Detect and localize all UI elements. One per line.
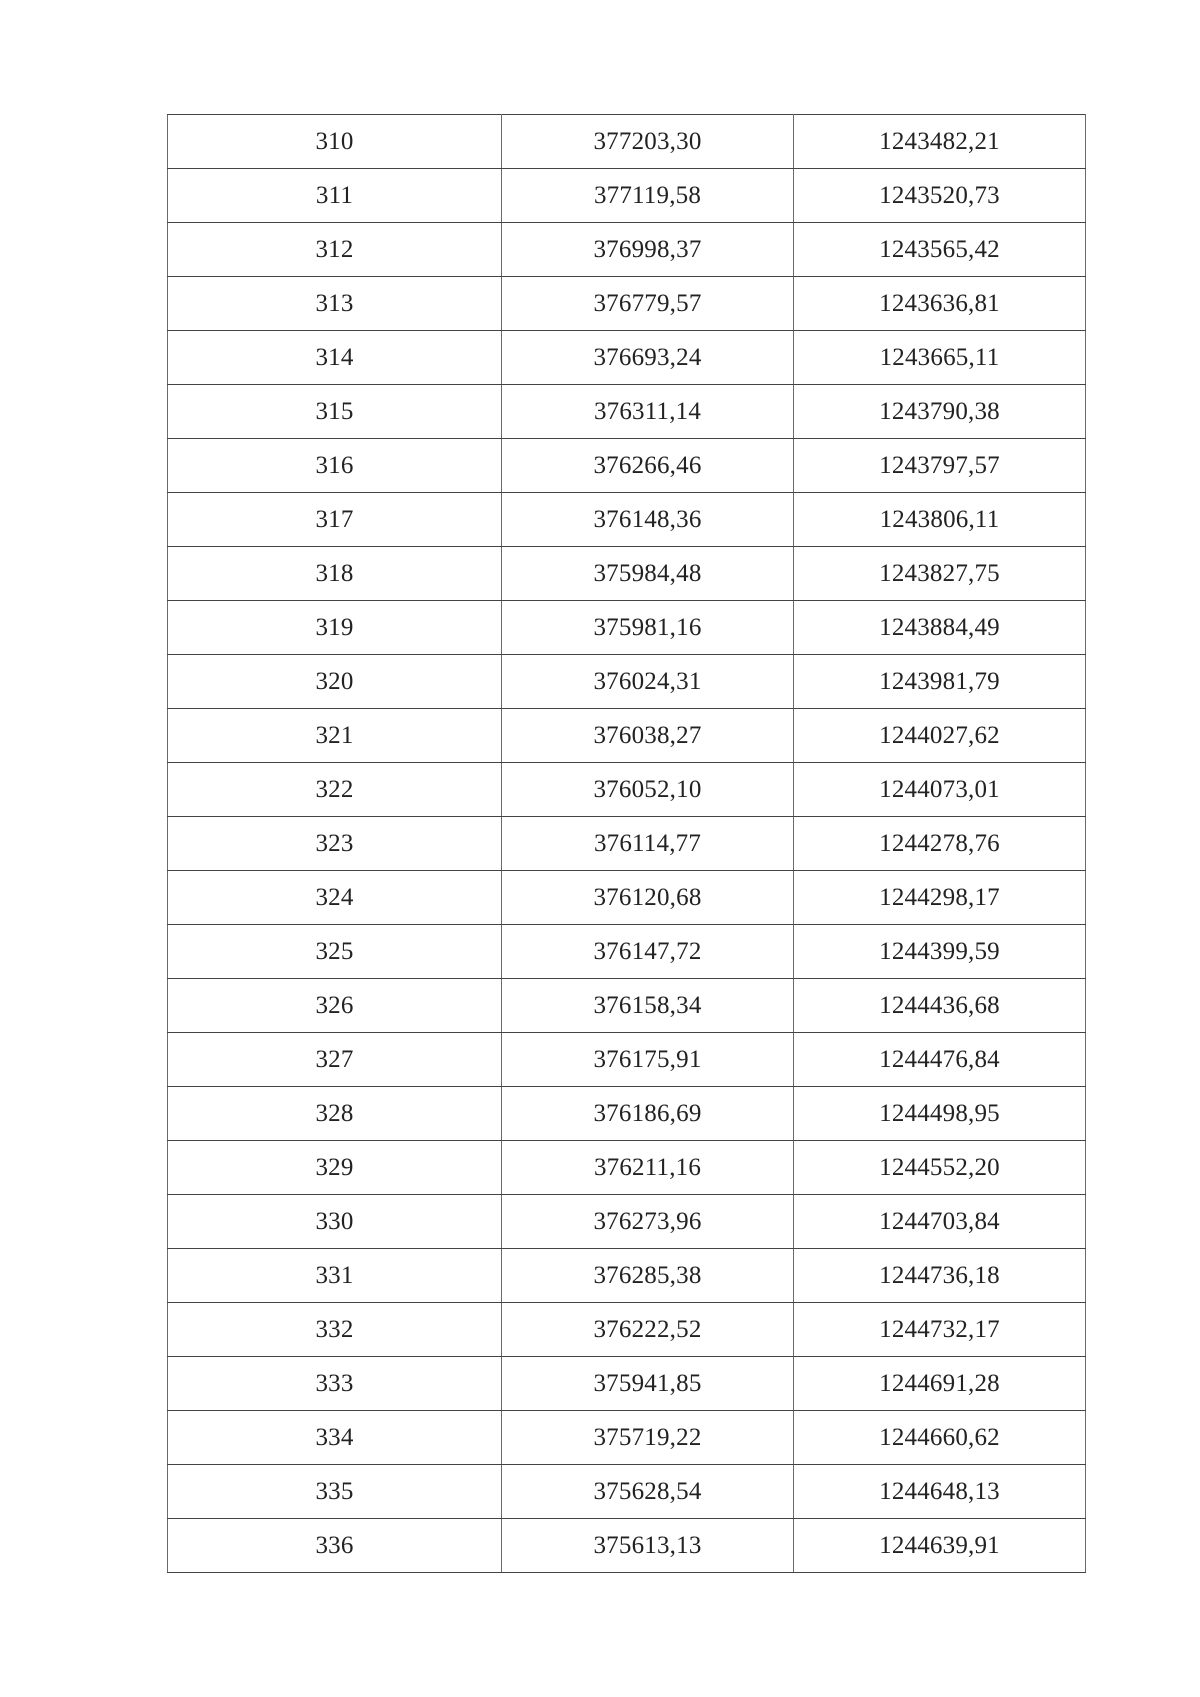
point-number-cell: 318 — [168, 547, 502, 601]
x-coordinate-cell: 376175,91 — [502, 1033, 794, 1087]
point-number-cell: 324 — [168, 871, 502, 925]
y-coordinate-cell: 1244639,91 — [794, 1519, 1086, 1573]
point-number-cell: 322 — [168, 763, 502, 817]
table-row — [168, 277, 1086, 331]
point-number-cell: 330 — [168, 1195, 502, 1249]
y-coordinate-cell: 1243884,49 — [794, 601, 1086, 655]
x-coordinate-cell: 377203,30 — [502, 115, 794, 169]
y-coordinate-cell: 1243790,38 — [794, 385, 1086, 439]
point-number-cell: 314 — [168, 331, 502, 385]
table-row — [168, 871, 1086, 925]
x-coordinate-cell: 376285,38 — [502, 1249, 794, 1303]
x-coordinate-cell: 376186,69 — [502, 1087, 794, 1141]
point-number-cell: 312 — [168, 223, 502, 277]
x-coordinate-cell: 375984,48 — [502, 547, 794, 601]
table-row — [168, 1249, 1086, 1303]
point-number-cell: 313 — [168, 277, 502, 331]
x-coordinate-cell: 375719,22 — [502, 1411, 794, 1465]
table-row — [168, 1465, 1086, 1519]
table-row — [168, 655, 1086, 709]
y-coordinate-cell: 1243520,73 — [794, 169, 1086, 223]
point-number-cell: 323 — [168, 817, 502, 871]
point-number-cell: 331 — [168, 1249, 502, 1303]
point-number-cell: 319 — [168, 601, 502, 655]
x-coordinate-cell: 376311,14 — [502, 385, 794, 439]
x-coordinate-cell: 375981,16 — [502, 601, 794, 655]
table-row — [168, 385, 1086, 439]
x-coordinate-cell: 377119,58 — [502, 169, 794, 223]
x-coordinate-cell: 376147,72 — [502, 925, 794, 979]
coordinates-table — [167, 114, 1086, 1573]
point-number-cell: 311 — [168, 169, 502, 223]
point-number-cell: 332 — [168, 1303, 502, 1357]
y-coordinate-cell: 1244436,68 — [794, 979, 1086, 1033]
y-coordinate-cell: 1244027,62 — [794, 709, 1086, 763]
y-coordinate-cell: 1243827,75 — [794, 547, 1086, 601]
table-row — [168, 1519, 1086, 1573]
x-coordinate-cell: 376273,96 — [502, 1195, 794, 1249]
y-coordinate-cell: 1243565,42 — [794, 223, 1086, 277]
y-coordinate-cell: 1244278,76 — [794, 817, 1086, 871]
table-row — [168, 763, 1086, 817]
table-row — [168, 979, 1086, 1033]
table-row — [168, 1087, 1086, 1141]
table-row — [168, 493, 1086, 547]
table-row — [168, 547, 1086, 601]
x-coordinate-cell: 376998,37 — [502, 223, 794, 277]
point-number-cell: 321 — [168, 709, 502, 763]
table-row — [168, 223, 1086, 277]
x-coordinate-cell: 375613,13 — [502, 1519, 794, 1573]
table-row — [168, 1411, 1086, 1465]
point-number-cell: 316 — [168, 439, 502, 493]
table-row — [168, 1141, 1086, 1195]
point-number-cell: 333 — [168, 1357, 502, 1411]
x-coordinate-cell: 375941,85 — [502, 1357, 794, 1411]
point-number-cell: 317 — [168, 493, 502, 547]
x-coordinate-cell: 376052,10 — [502, 763, 794, 817]
y-coordinate-cell: 1243665,11 — [794, 331, 1086, 385]
x-coordinate-cell: 376148,36 — [502, 493, 794, 547]
x-coordinate-cell: 376211,16 — [502, 1141, 794, 1195]
x-coordinate-cell: 376038,27 — [502, 709, 794, 763]
point-number-cell: 336 — [168, 1519, 502, 1573]
point-number-cell: 315 — [168, 385, 502, 439]
x-coordinate-cell: 376693,24 — [502, 331, 794, 385]
point-number-cell: 325 — [168, 925, 502, 979]
point-number-cell: 326 — [168, 979, 502, 1033]
y-coordinate-cell: 1243797,57 — [794, 439, 1086, 493]
y-coordinate-cell: 1244073,01 — [794, 763, 1086, 817]
point-number-cell: 327 — [168, 1033, 502, 1087]
table-row — [168, 601, 1086, 655]
point-number-cell: 328 — [168, 1087, 502, 1141]
y-coordinate-cell: 1244703,84 — [794, 1195, 1086, 1249]
y-coordinate-cell: 1244648,13 — [794, 1465, 1086, 1519]
coordinates-table-body — [168, 115, 1086, 1573]
table-row — [168, 1195, 1086, 1249]
x-coordinate-cell: 376779,57 — [502, 277, 794, 331]
y-coordinate-cell: 1243806,11 — [794, 493, 1086, 547]
point-number-cell: 320 — [168, 655, 502, 709]
y-coordinate-cell: 1244732,17 — [794, 1303, 1086, 1357]
y-coordinate-cell: 1244298,17 — [794, 871, 1086, 925]
point-number-cell: 335 — [168, 1465, 502, 1519]
x-coordinate-cell: 376024,31 — [502, 655, 794, 709]
y-coordinate-cell: 1244498,95 — [794, 1087, 1086, 1141]
table-row — [168, 169, 1086, 223]
table-row — [168, 817, 1086, 871]
x-coordinate-cell: 376120,68 — [502, 871, 794, 925]
table-row — [168, 439, 1086, 493]
y-coordinate-cell: 1244552,20 — [794, 1141, 1086, 1195]
table-row — [168, 331, 1086, 385]
x-coordinate-cell: 376114,77 — [502, 817, 794, 871]
table-row — [168, 709, 1086, 763]
y-coordinate-cell: 1244660,62 — [794, 1411, 1086, 1465]
table-row — [168, 1303, 1086, 1357]
point-number-cell: 329 — [168, 1141, 502, 1195]
y-coordinate-cell: 1243636,81 — [794, 277, 1086, 331]
y-coordinate-cell: 1243482,21 — [794, 115, 1086, 169]
y-coordinate-cell: 1244399,59 — [794, 925, 1086, 979]
x-coordinate-cell: 376266,46 — [502, 439, 794, 493]
point-number-cell: 310 — [168, 115, 502, 169]
point-number-cell: 334 — [168, 1411, 502, 1465]
y-coordinate-cell: 1243981,79 — [794, 655, 1086, 709]
y-coordinate-cell: 1244476,84 — [794, 1033, 1086, 1087]
table-row — [168, 1033, 1086, 1087]
table-row — [168, 925, 1086, 979]
y-coordinate-cell: 1244691,28 — [794, 1357, 1086, 1411]
y-coordinate-cell: 1244736,18 — [794, 1249, 1086, 1303]
table-row — [168, 115, 1086, 169]
x-coordinate-cell: 376222,52 — [502, 1303, 794, 1357]
x-coordinate-cell: 375628,54 — [502, 1465, 794, 1519]
table-row — [168, 1357, 1086, 1411]
x-coordinate-cell: 376158,34 — [502, 979, 794, 1033]
